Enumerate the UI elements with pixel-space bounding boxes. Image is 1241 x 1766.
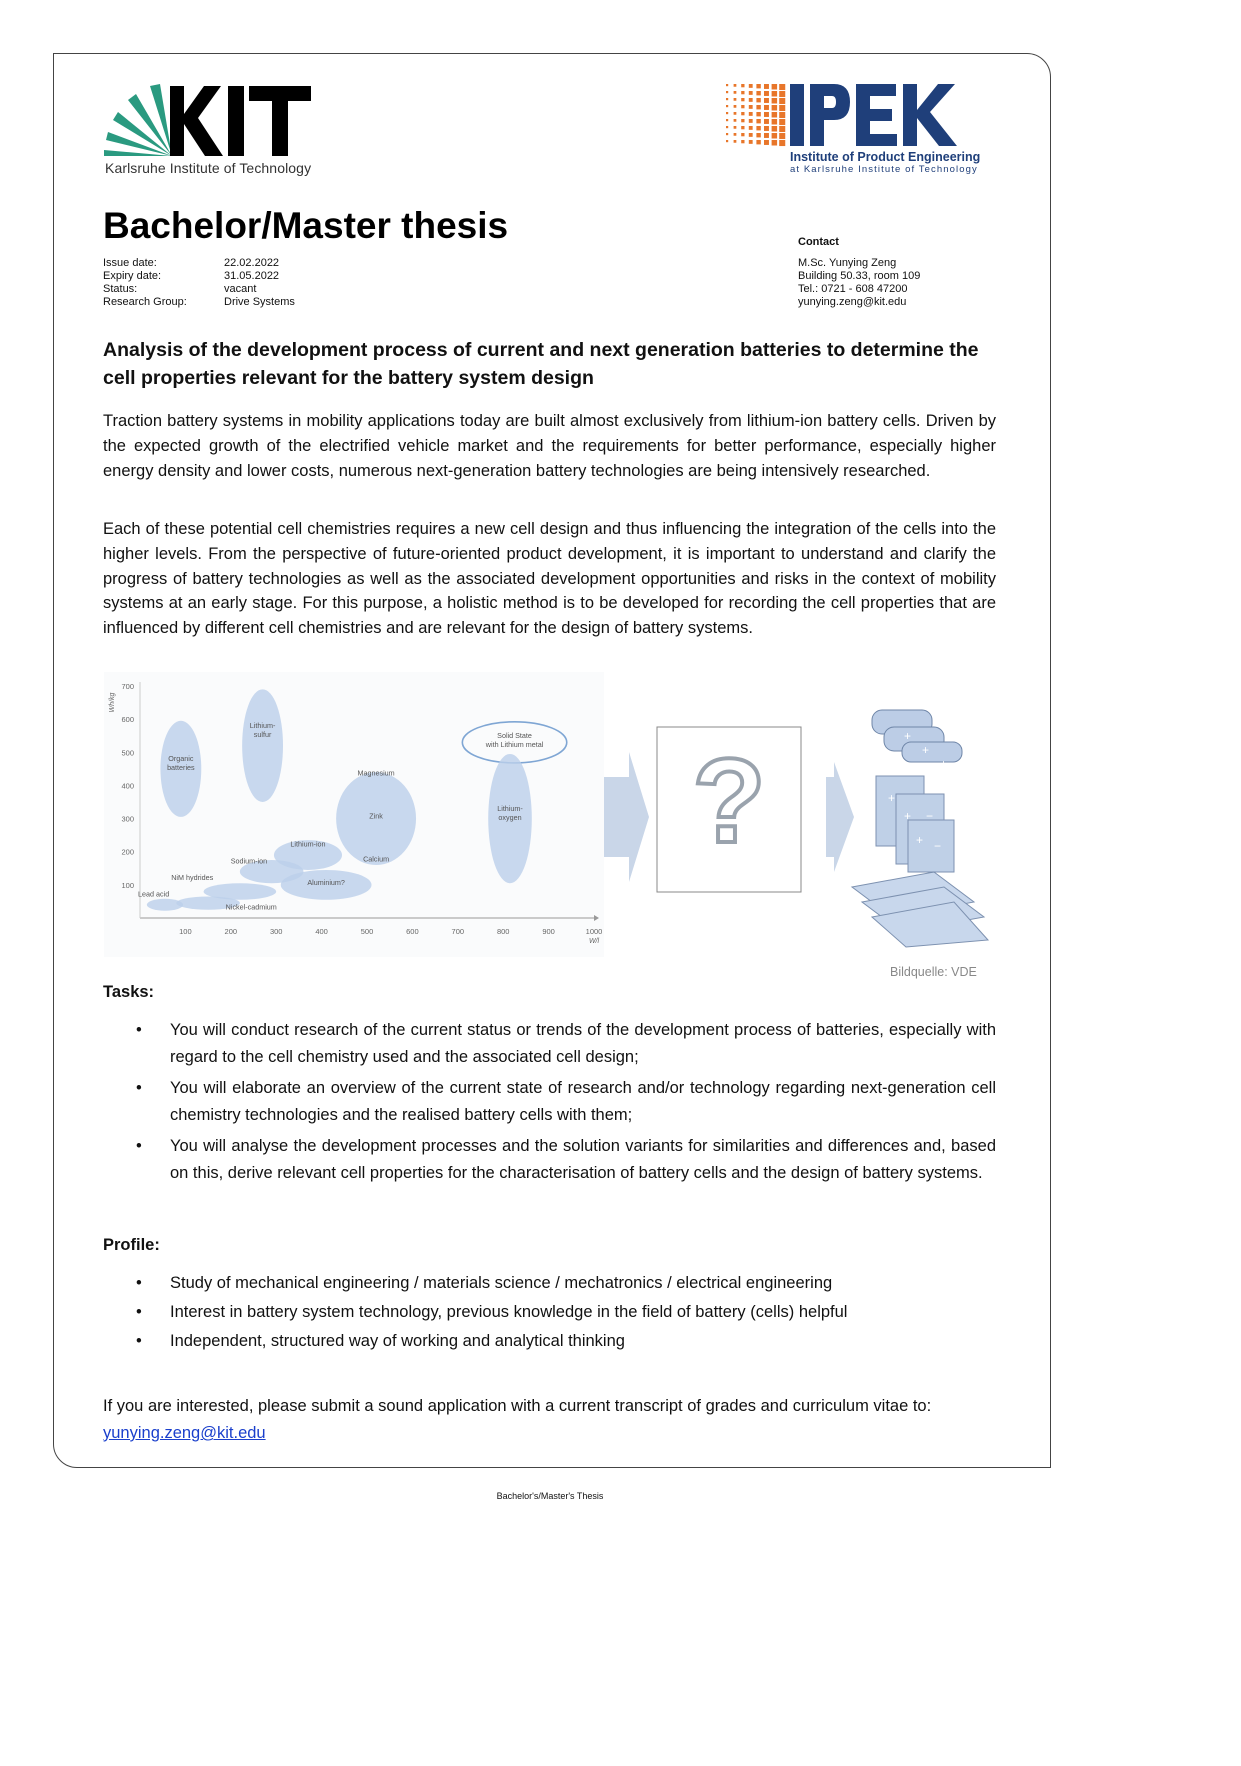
ipek-dot: [749, 119, 753, 123]
figure-credit: Bildquelle: VDE: [890, 965, 977, 979]
minus-icon: −: [934, 839, 942, 853]
x-axis-label: W/l: [588, 938, 600, 945]
x-tick-label: 1000: [585, 927, 603, 936]
question-mark-icon: ?: [692, 734, 766, 868]
ipek-dot: [734, 112, 737, 115]
ipek-dot: [764, 140, 769, 145]
list-item: [103, 1270, 996, 1297]
chart-region-label: Zink: [369, 811, 383, 821]
bullet-icon: •: [136, 1274, 142, 1292]
y-tick-label: 200: [121, 847, 134, 857]
ipek-dot: [779, 133, 785, 139]
ipek-dot: [749, 98, 753, 102]
contact-heading: Contact: [798, 236, 839, 248]
ipek-dot: [779, 112, 785, 118]
profile-list: [103, 1270, 996, 1357]
ipek-dot: [726, 133, 728, 135]
arrow-right-icon: [826, 762, 854, 872]
bullet-icon: •: [136, 1021, 142, 1039]
ipek-dot: [749, 140, 753, 144]
ipek-dot: [756, 98, 760, 102]
bullet-icon: •: [136, 1303, 142, 1321]
plus-icon: +: [904, 809, 912, 823]
pouch-cells-icon: [852, 872, 988, 947]
list-item-text: You will elaborate an overview of the current state of research and/or technology regarding next-generation cell chemistry technologies and the realised battery cells with them;: [170, 1079, 996, 1124]
ipek-dot: [741, 98, 744, 101]
ipek-dot: [779, 84, 785, 90]
chart-region-label: Aluminium?: [307, 877, 345, 887]
contact-building: Building 50.33, room 109: [798, 270, 921, 282]
ipek-dot: [772, 91, 778, 97]
y-tick-label: 300: [121, 814, 134, 824]
chart-region-label: batteries: [167, 763, 195, 773]
list-item: [103, 1328, 996, 1355]
ipek-dot: [734, 105, 737, 108]
meta-value: 31.05.2022: [224, 270, 280, 282]
meta-value: vacant: [224, 283, 257, 295]
chart-region-label: Nickel-cadmium: [225, 902, 277, 912]
meta-row-status: [103, 283, 295, 296]
meta-row-research-group: [103, 296, 295, 309]
meta-block: [103, 257, 295, 309]
ipek-dot: [756, 105, 760, 109]
ipek-dot: [772, 126, 778, 132]
email-link[interactable]: yunying.zeng@kit.edu: [103, 1424, 266, 1442]
y-tick-label: 400: [121, 781, 134, 791]
x-tick-label: 500: [360, 927, 374, 936]
ipek-dot: [749, 112, 753, 116]
x-tick-label: 800: [496, 927, 510, 936]
meta-row-expiry-date: [103, 270, 295, 283]
list-item: [103, 1017, 996, 1071]
y-axis-label: Wh/kg: [109, 692, 116, 713]
ipek-dot: [764, 112, 769, 117]
list-item: [103, 1133, 996, 1187]
y-tick-label: 700: [121, 682, 134, 691]
ipek-dot: [764, 91, 769, 96]
tasks-list: [103, 1017, 996, 1191]
contact-block: [798, 236, 920, 309]
plus-icon: +: [904, 729, 912, 743]
thesis-subtitle: Analysis of the development process of current and next generation batteries to determine the cell properties relevant for the battery system design: [103, 339, 979, 389]
cylindrical-cells-icon: [872, 710, 962, 762]
list-item-text: You will analyse the development processes and the solution variants for similarities and differences and, based on this, derive relevant cell properties for the characterisation of battery cells and the design of battery systems.: [170, 1137, 996, 1182]
chart-region-label: with Lithium metal: [485, 739, 544, 749]
ipek-dot: [749, 126, 753, 130]
x-tick-label: 900: [542, 927, 555, 936]
ipek-dot: [756, 112, 760, 116]
contact-phone: Tel.: 0721 - 608 47200: [798, 283, 908, 295]
ipek-dot: [741, 133, 744, 136]
meta-key: Issue date:: [103, 257, 157, 269]
x-tick-label: 200: [224, 927, 238, 936]
plus-icon: +: [888, 791, 896, 805]
plus-icon: +: [916, 833, 924, 847]
profile-heading: Profile:: [103, 1236, 160, 1254]
ipek-dot: [734, 140, 737, 143]
x-tick-label: 400: [315, 927, 328, 936]
ipek-dot: [741, 91, 744, 94]
ipek-dot: [779, 126, 785, 132]
ipek-dot: [741, 126, 744, 129]
chart-region-label: Lead acid: [138, 889, 170, 899]
chart-region-label: sulfur: [253, 729, 272, 739]
chart-region-label: Magnesium: [357, 768, 395, 778]
x-tick-label: 600: [406, 927, 419, 936]
chart-region-label: Lithium-: [497, 803, 523, 813]
meta-value: 22.02.2022: [224, 257, 280, 269]
ipek-dot: [772, 98, 778, 104]
ipek-dot: [726, 112, 728, 114]
ipek-dot: [734, 126, 737, 129]
page-title: Bachelor/Master thesis: [103, 205, 509, 246]
ipek-dot: [726, 91, 728, 93]
ipek-dot: [764, 126, 769, 131]
ipek-dot: [764, 98, 769, 103]
ipek-subtitle-location: at Karlsruhe Institute of Technology: [790, 164, 978, 175]
plus-icon: +: [922, 743, 930, 757]
ipek-dot: [779, 91, 785, 97]
ipek-dot: [772, 133, 778, 139]
battery-figure: [104, 672, 994, 957]
ipek-dot: [749, 133, 753, 137]
list-item: [103, 1075, 996, 1129]
ipek-dot: [741, 119, 744, 122]
chart-region-label: Sodium-ion: [230, 856, 268, 866]
list-item: [103, 1299, 996, 1326]
ipek-dot: [756, 126, 760, 130]
chart-region-label: Calcium: [363, 854, 390, 864]
minus-icon: −: [926, 809, 934, 823]
ipek-dot: [779, 140, 785, 146]
ipek-dot: [764, 84, 769, 89]
ipek-dot: [772, 140, 778, 146]
meta-key: Status:: [103, 283, 138, 295]
ipek-dot: [726, 98, 728, 100]
ipek-dot: [749, 91, 753, 95]
ipek-dot: [741, 112, 744, 115]
closing-sentence: If you are interested, please submit a sound application with a current transcript of grades and curriculum vitae to:: [103, 1397, 932, 1415]
ipek-dot: [749, 84, 753, 88]
ipek-dot: [756, 91, 760, 95]
ipek-dot: [726, 84, 728, 86]
paragraph-purpose: Each of these potential cell chemistries requires a new cell design and thus influencing the integration of the cells into the higher levels. From the perspective of future-oriented product development, it is important to understand and clarify the progress of battery technologies as well as the associated development opportunities and risks in the context of mobility systems at an early stage. For this purpose, a holistic method is to be developed for recording the cell properties that are influenced by different cell chemistries and are relevant for the design of battery systems.: [103, 520, 996, 638]
ipek-dot: [772, 112, 778, 118]
chart-region-label: Solid State: [497, 730, 532, 740]
ipek-dot: [734, 133, 737, 136]
chart-region: [242, 689, 283, 802]
ipek-dot: [772, 84, 778, 90]
chart-region-label: Lithium-ion: [290, 839, 326, 849]
ipek-dot: [734, 98, 737, 101]
tasks-heading: Tasks:: [103, 983, 155, 1001]
paragraph-intro: Traction battery systems in mobility applications today are built almost exclusively from lithium-ion battery cells. Driven by the expected growth of the electrified vehicle market and the requirements for better performance, especially higher energy density and lower costs, numerous next-generation battery technologies are being intensively researched.: [103, 412, 996, 480]
bullet-icon: •: [136, 1079, 142, 1097]
kit-subtitle: Karlsruhe Institute of Technology: [105, 160, 312, 176]
y-tick-label: 100: [121, 880, 134, 890]
ipek-dot: [741, 140, 744, 143]
x-tick-label: 700: [451, 927, 465, 936]
meta-key: Expiry date:: [103, 270, 162, 282]
ipek-dot: [764, 133, 769, 138]
x-tick-label: 100: [179, 927, 192, 936]
ipek-dot: [741, 105, 744, 108]
chart-region-label: Lithium-: [249, 720, 276, 730]
chart-region-label: NiM hydrides: [171, 872, 214, 882]
ipek-dot: [779, 98, 785, 104]
ipek-dot: [749, 105, 753, 109]
meta-value: Drive Systems: [224, 296, 295, 308]
ipek-dot: [726, 140, 728, 142]
bullet-icon: •: [136, 1137, 142, 1155]
ipek-dot: [726, 126, 728, 128]
plus-icon: +: [940, 757, 948, 771]
y-tick-label: 500: [121, 748, 134, 758]
y-tick-label: 600: [121, 715, 134, 725]
contact-email: yunying.zeng@kit.edu: [798, 296, 907, 308]
list-item-text: Interest in battery system technology, previous knowledge in the field of battery (cells) helpful: [170, 1303, 848, 1321]
ipek-dot: [756, 140, 760, 144]
chart-region-label: oxygen: [498, 812, 522, 822]
ipek-dot: [756, 84, 760, 88]
ipek-dot: [734, 91, 737, 94]
chart-region-label: Organic: [168, 754, 194, 764]
bullet-icon: •: [136, 1332, 142, 1350]
meta-row-issue-date: [103, 257, 295, 270]
ipek-dot: [734, 84, 737, 87]
ipek-dot: [772, 105, 778, 111]
list-item-text: You will conduct research of the current status or trends of the development process of batteries, especially with regard to the cell chemistry used and the associated cell design;: [170, 1021, 996, 1066]
list-item-text: Independent, structured way of working and analytical thinking: [170, 1332, 625, 1350]
ipek-dot: [726, 119, 728, 121]
ipek-dot: [756, 119, 760, 123]
ipek-subtitle: Institute of Product Engineering: [790, 150, 981, 164]
list-item-text: Study of mechanical engineering / materials science / mechatronics / electrical engineering: [170, 1274, 833, 1292]
meta-key: Research Group:: [103, 296, 187, 308]
ipek-dot: [734, 119, 737, 122]
ipek-dot: [764, 105, 769, 110]
ipek-dot: [726, 105, 728, 107]
x-tick-label: 300: [269, 927, 283, 936]
ipek-dot: [741, 84, 744, 87]
page-footer: Bachelor's/Master's Thesis: [496, 1491, 604, 1501]
ipek-dot: [764, 119, 769, 124]
ipek-dot: [779, 119, 785, 125]
contact-name: M.Sc. Yunying Zeng: [798, 257, 897, 269]
ipek-dot: [772, 119, 778, 125]
ipek-dot: [756, 133, 760, 137]
arrow-right-icon: [604, 752, 649, 882]
closing-text: [103, 1393, 996, 1447]
ipek-dot: [779, 105, 785, 111]
